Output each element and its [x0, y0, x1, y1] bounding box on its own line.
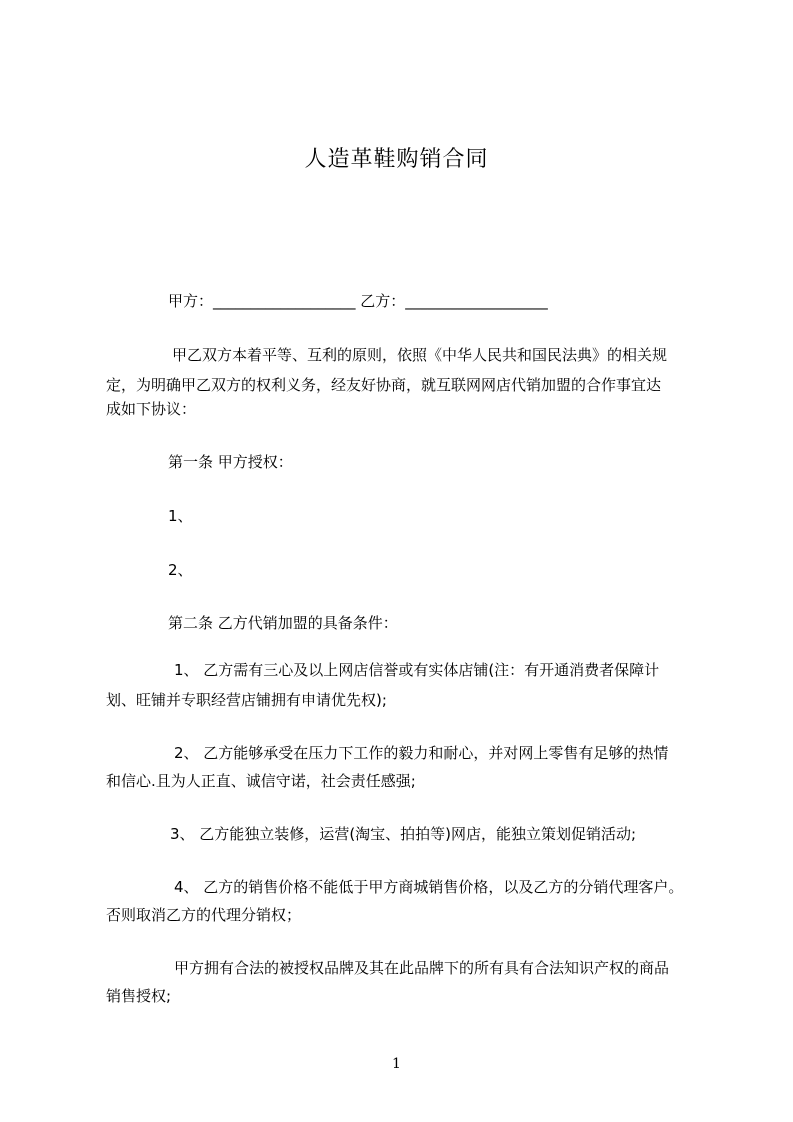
article-1-item-1: 1、: [168, 507, 193, 525]
condition-4-line-1: 4、 乙方的销售价格不能低于甲方商城销售价格，以及乙方的分销代理客户。: [174, 878, 684, 896]
condition-1-line-2: 划、旺铺并专职经营店铺拥有申请优先权);: [106, 691, 387, 709]
article-1-heading: 第一条 甲方授权：: [168, 453, 293, 471]
closing-line-1: 甲方拥有合法的被授权品牌及其在此品牌下的所有具有合法知识产权的商品: [174, 959, 670, 977]
intro-line-1: 甲乙双方本着平等、互利的原则，依照《中华人民共和国民法典》的相关规: [172, 346, 668, 364]
intro-line-2: 定，为明确甲乙双方的权利义务，经友好协商，就互联网网店代销加盟的合作事宜达: [106, 376, 662, 394]
condition-2-line-2: 和信心.且为人正直、诚信守诺，社会责任感强;: [106, 772, 416, 790]
condition-2-line-1: 2、 乙方能够承受在压力下工作的毅力和耐心，并对网上零售有足够的热情: [174, 744, 669, 762]
parties-line: 甲方：___________________ 乙方：___________________: [168, 292, 548, 310]
condition-1-line-1: 1、 乙方需有三心及以上网店信誉或有实体店铺(注：有开通消费者保障计: [174, 661, 660, 679]
document-title: 人造革鞋购销合同: [304, 147, 489, 172]
article-2-heading: 第二条 乙方代销加盟的具备条件：: [168, 614, 398, 632]
intro-line-3: 成如下协议：: [106, 400, 197, 418]
article-1-item-2: 2、: [168, 561, 193, 579]
condition-4-line-2: 否则取消乙方的代理分销权；: [106, 906, 302, 924]
page-number: 1: [392, 1056, 401, 1072]
closing-line-2: 销售授权;: [106, 987, 172, 1005]
condition-3-line-1: 3、 乙方能独立装修，运营(淘宝、拍拍等)网店，能独立策划促销活动;: [170, 825, 637, 843]
